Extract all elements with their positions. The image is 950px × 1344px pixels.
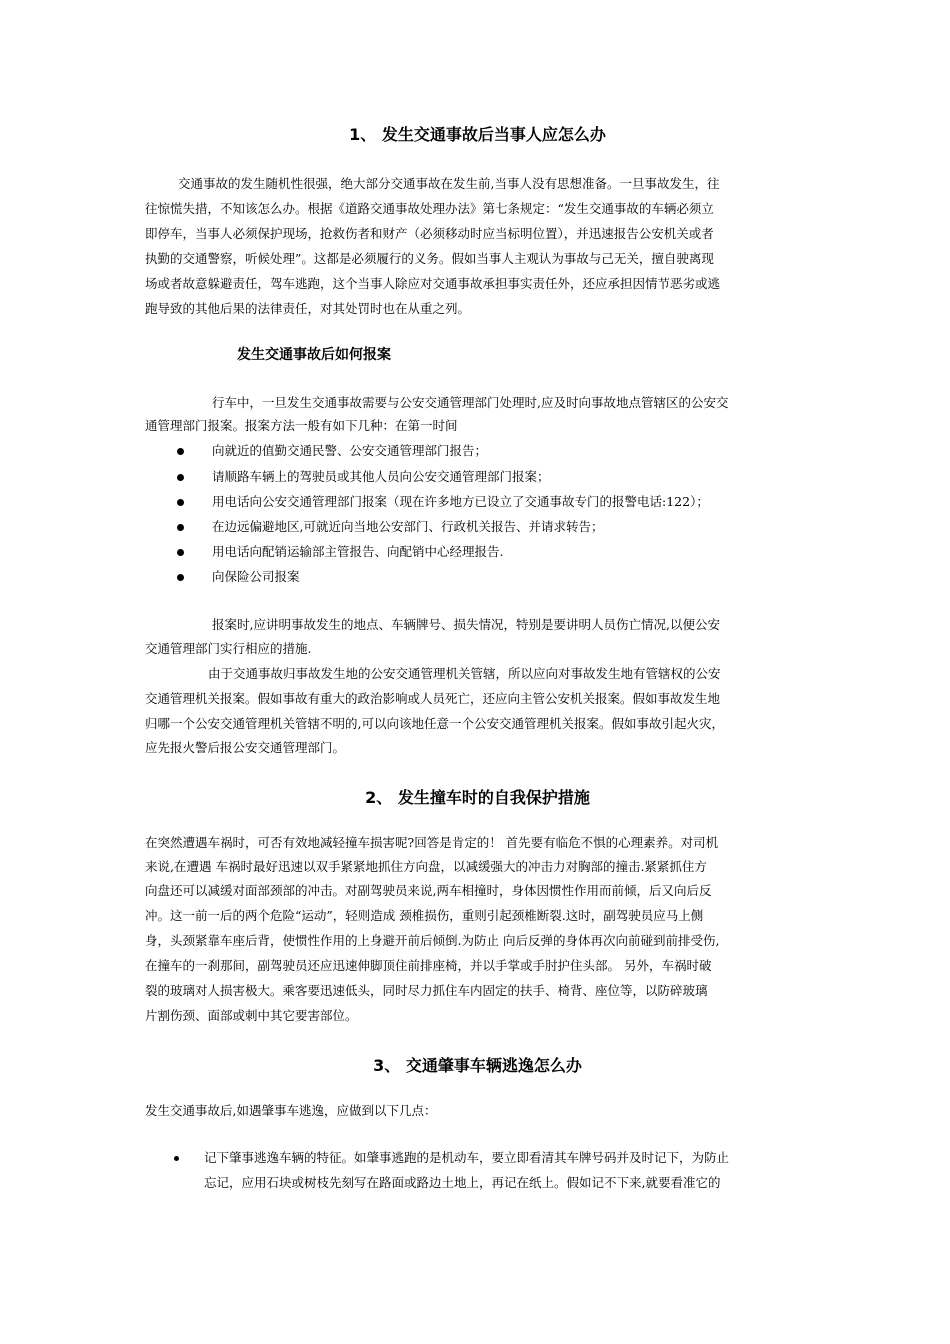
paragraph-line: 交通管理机关报案。假如事故有重大的政治影响或人员死亡，还应向主管公安机关报案。假如事故发生地 — [145, 691, 721, 706]
section-2-title: 2、 发生撞车时的自我保护措施 — [365, 788, 590, 807]
bullet-icon — [177, 574, 184, 581]
list-item: 向就近的值勤交通民警、公安交通管理部门报告； — [212, 443, 488, 458]
paragraph-line: 片割伤颈、面部或刺中其它要害部位。 — [145, 1008, 358, 1023]
paragraph-line: 跑导致的其他后果的法律责任，对其处罚时也在从重之列。 — [145, 301, 471, 316]
list-item: 忘记，应用石块或树枝先刻写在路面或路边土地上，再记在纸上。假如记不下来,就要看准它的 — [204, 1175, 721, 1190]
paragraph-line: 应先报火警后报公安交通管理部门。 — [145, 740, 346, 755]
paragraph-line: 报案时,应讲明事故发生的地点、车辆牌号、损失情况，特别是要讲明人员伤亡情况,以便公安 — [212, 617, 720, 632]
bullet-icon — [177, 524, 184, 531]
paragraph-line: 在突然遭遇车祸时，可否有效地减轻撞车损害呢?回答是肯定的！ 首先要有临危不惧的心理素养。对司机 — [145, 835, 719, 850]
bullet-icon — [177, 448, 184, 455]
paragraph-line: 在撞车的一刹那间，副驾驶员还应迅速伸脚顶住前排座椅，并以手掌或手肘护住头部。 另外，车祸时破 — [145, 958, 712, 973]
list-item: 记下肇事逃逸车辆的特征。如肇事逃跑的是机动车，要立即看清其车牌号码并及时记下，为防止 — [204, 1150, 730, 1165]
subsection-title: 发生交通事故后如何报案 — [237, 347, 391, 363]
section-3-title: 3、 交通肇事车辆逃逸怎么办 — [373, 1056, 582, 1075]
section-1-title: 1、 发生交通事故后当事人应怎么办 — [349, 125, 606, 144]
paragraph-line: 场或者故意躲避责任，驾车逃跑，这个当事人除应对交通事故承担事实责任外，还应承担因情节恶劣或逃 — [145, 276, 721, 291]
bullet-icon — [177, 474, 184, 481]
bullet-icon — [177, 499, 184, 506]
paragraph-line: 发生交通事故后,如遇肇事车逃逸，应做到以下几点： — [145, 1103, 437, 1118]
paragraph-line: 执勤的交通警察，听候处理”。这都是必须履行的义务。假如当事人主观认为事故与己无关，擅自驶离现 — [145, 251, 714, 266]
list-item: 在边远偏避地区,可就近向当地公安部门、行政机关报告、并请求转告； — [212, 519, 604, 534]
list-item: 用电话向公安交通管理部门报案（现在许多地方已设立了交通事故专门的报警电话:122）； — [212, 494, 709, 509]
list-item: 请顺路车辆上的驾驶员或其他人员向公安交通管理部门报案； — [212, 469, 550, 484]
paragraph-line: 行车中，一旦发生交通事故需要与公安交通管理部门处理时,应及时向事故地点管辖区的公安交 — [212, 395, 729, 410]
paragraph-line: 冲。这一前一后的两个危险“运动”，轻则造成 颈椎损伤，重则引起颈椎断裂.这时，副驾驶员应马上侧 — [145, 908, 704, 923]
paragraph-line: 交通管理部门实行相应的措施. — [145, 641, 312, 656]
paragraph-line: 通管理部门报案。报案方法一般有如下几种：在第一时间 — [145, 418, 458, 433]
paragraph-line: 来说,在遭遇 车祸时最好迅速以双手紧紧地抓住方向盘，以减缓强大的冲击力对胸部的撞击.紧紧抓住方 — [145, 859, 707, 874]
bullet-icon — [177, 549, 184, 556]
paragraph-line: 往惊慌失措，不知该怎么办。根据《道路交通事故处理办法》第七条规定：“发生交通事故的车辆必须立 — [145, 201, 714, 216]
paragraph-line: 即停车，当事人必须保护现场，抢救伤者和财产（必须移动时应当标明位置），并迅速报告公安机关或者 — [145, 226, 714, 241]
paragraph-line: 向盘还可以减缓对面部颈部的冲击。对副驾驶员来说,两车相撞时，身体因惯性作用而前倾，后又向后反 — [145, 883, 712, 898]
list-item: 向保险公司报案 — [212, 569, 300, 584]
bullet-icon — [174, 1156, 179, 1161]
paragraph-line: 裂的玻璃对人损害极大。乘客要迅速低头，同时尽力抓住车内固定的扶手、椅背、座位等，以防碎玻璃 — [145, 983, 708, 998]
paragraph-line: 归哪一个公安交通管理机关管辖不明的,可以向该地任意一个公安交通管理机关报案。假如事故引起火灾， — [145, 716, 724, 731]
list-item: 用电话向配销运输部主管报告、向配销中心经理报告. — [212, 544, 504, 559]
paragraph-line: 身，头颈紧靠车座后背，使惯性作用的上身避开前后倾倒.为防止 向后反弹的身体再次向前碰到前排受伤, — [145, 933, 720, 948]
paragraph-line: 由于交通事故归事故发生地的公安交通管理机关管辖，所以应向对事故发生地有管辖权的公安 — [208, 666, 721, 681]
paragraph-line: 交通事故的发生随机性很强，绝大部分交通事故在发生前,当事人没有思想准备。一旦事故发生，往 — [178, 176, 720, 191]
